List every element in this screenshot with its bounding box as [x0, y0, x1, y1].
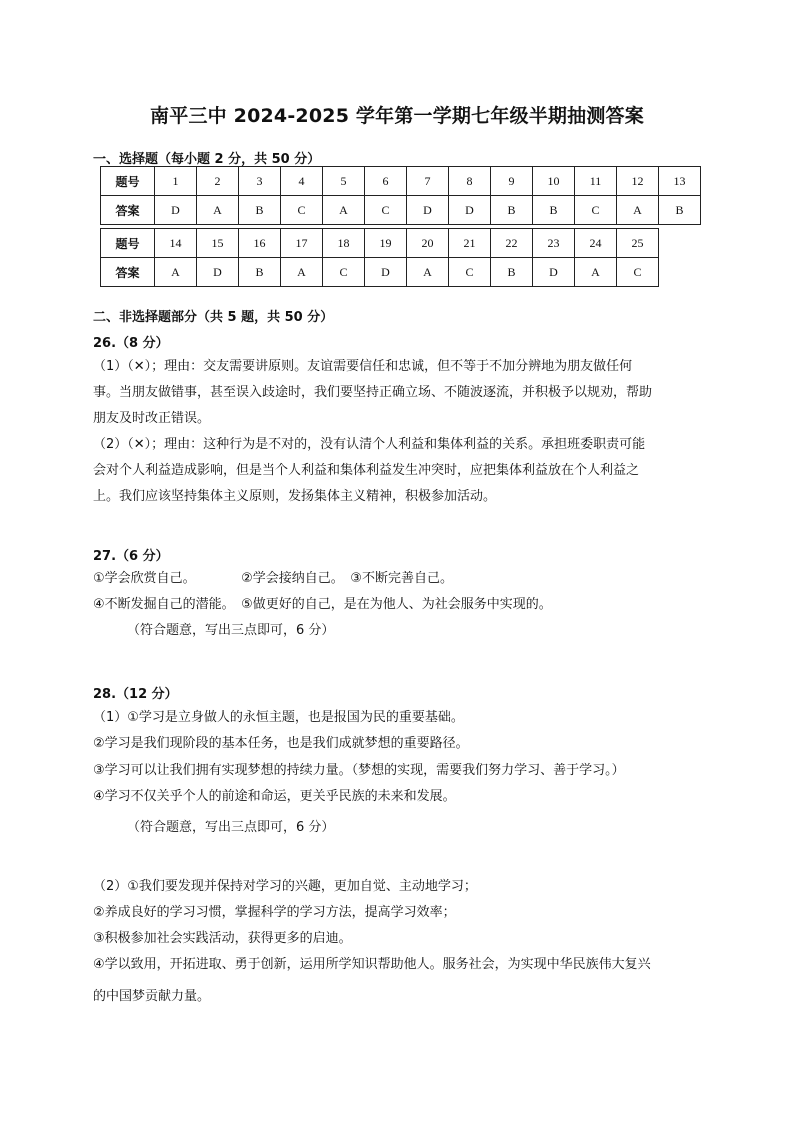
- q28-line: （2）①我们要发现并保持对学习的兴趣，更加自觉、主动地学习；: [93, 879, 477, 894]
- q27-label: 27.（6 分）: [93, 549, 169, 564]
- answer-table-2: [100, 228, 659, 287]
- q26-line: 事。当朋友做错事，甚至误入歧途时，我们要坚持正确立场、不随波逐流，并积极予以规劝，帮助: [93, 385, 653, 400]
- table-cell: 4: [281, 167, 323, 196]
- table-cell: 1: [155, 167, 197, 196]
- row-label-ans: 答案: [101, 258, 155, 287]
- table-cell: 6: [365, 167, 407, 196]
- row-label-ans: 答案: [101, 196, 155, 225]
- row-label-num: 题号: [101, 167, 155, 196]
- q28-line: ③学习可以让我们拥有实现梦想的持续力量。（梦想的实现，需要我们努力学习、善于学习。）: [93, 763, 625, 778]
- table-cell: 22: [491, 229, 533, 258]
- table-cell: 21: [449, 229, 491, 258]
- table-cell: A: [575, 258, 617, 287]
- q28-line: 的中国梦贡献力量。: [93, 989, 211, 1004]
- table-cell: A: [323, 196, 365, 225]
- table-cell: 23: [533, 229, 575, 258]
- q27-line: ①学会欣赏自己。 ②学会接纳自己。 ③不断完善自己。: [93, 571, 453, 586]
- q28-line: ③积极参加社会实践活动，获得更多的启迪。: [93, 931, 352, 946]
- table-row: [101, 167, 701, 196]
- table-cell: B: [239, 196, 281, 225]
- table-cell: 5: [323, 167, 365, 196]
- table-cell: B: [239, 258, 281, 287]
- table-cell: 8: [449, 167, 491, 196]
- table-cell: A: [407, 258, 449, 287]
- table-row: [101, 229, 659, 258]
- q26-line: 上。我们应该坚持集体主义原则，发扬集体主义精神，积极参加活动。: [93, 489, 497, 504]
- q26-line: （2）（✕）；理由：这种行为是不对的，没有认清个人利益和集体利益的关系。承担班委职责可能: [93, 437, 646, 452]
- table-cell: C: [323, 258, 365, 287]
- table-cell: 16: [239, 229, 281, 258]
- answer-table-1: [100, 166, 701, 225]
- table-cell: D: [407, 196, 449, 225]
- table-cell: B: [491, 258, 533, 287]
- table-cell: B: [491, 196, 533, 225]
- table-cell: C: [449, 258, 491, 287]
- table-cell: C: [281, 196, 323, 225]
- table-cell: 14: [155, 229, 197, 258]
- q27-note: （符合题意，写出三点即可，6 分）: [127, 623, 335, 638]
- q26-label: 26.（8 分）: [93, 336, 169, 351]
- table-cell: 11: [575, 167, 617, 196]
- table-cell: B: [659, 196, 701, 225]
- table-cell: A: [197, 196, 239, 225]
- q26-line: （1）（✕）；理由：交友需要讲原则。友谊需要信任和忠诚，但不等于不加分辨地为朋友做任何: [93, 359, 633, 374]
- table-cell: 7: [407, 167, 449, 196]
- section1-heading: 一、选择题（每小题 2 分，共 50 分）: [93, 152, 321, 167]
- q26-line: 会对个人利益造成影响，但是当个人利益和集体利益发生冲突时，应把集体利益放在个人利益之: [93, 463, 640, 478]
- q26-line: 朋友及时改正错误。: [93, 411, 211, 426]
- table-cell: B: [533, 196, 575, 225]
- q28-label: 28.（12 分）: [93, 687, 178, 702]
- q28-note: （符合题意，写出三点即可，6 分）: [127, 820, 335, 835]
- table-cell: 24: [575, 229, 617, 258]
- q28-line: ④学习不仅关乎个人的前途和命运，更关乎民族的未来和发展。: [93, 789, 456, 804]
- table-cell: 9: [491, 167, 533, 196]
- table-cell: 18: [323, 229, 365, 258]
- table-cell: C: [617, 258, 659, 287]
- table-row: [101, 196, 701, 225]
- table-cell: 13: [659, 167, 701, 196]
- table-cell: A: [281, 258, 323, 287]
- table-cell: D: [449, 196, 491, 225]
- table-cell: A: [617, 196, 659, 225]
- q27-line: ④不断发掘自己的潜能。 ⑤做更好的自己，是在为他人、为社会服务中实现的。: [93, 597, 552, 612]
- table-row: [101, 258, 659, 287]
- table-cell: 25: [617, 229, 659, 258]
- table-cell: D: [155, 196, 197, 225]
- page-title: 南平三中 2024-2025 学年第一学期七年级半期抽测答案: [150, 105, 644, 127]
- table-cell: D: [365, 258, 407, 287]
- table-cell: 10: [533, 167, 575, 196]
- table-cell: C: [575, 196, 617, 225]
- table-cell: A: [155, 258, 197, 287]
- table-cell: 15: [197, 229, 239, 258]
- table-cell: 17: [281, 229, 323, 258]
- table-cell: 3: [239, 167, 281, 196]
- table-cell: 19: [365, 229, 407, 258]
- table-cell: 20: [407, 229, 449, 258]
- section2-heading: 二、非选择题部分（共 5 题，共 50 分）: [93, 310, 334, 325]
- table-cell: D: [533, 258, 575, 287]
- table-cell: C: [365, 196, 407, 225]
- table-cell: D: [197, 258, 239, 287]
- row-label-num: 题号: [101, 229, 155, 258]
- q28-line: ④学以致用，开拓进取、勇于创新，运用所学知识帮助他人。服务社会，为实现中华民族伟大复兴: [93, 957, 651, 972]
- q28-line: ②学习是我们现阶段的基本任务，也是我们成就梦想的重要路径。: [93, 736, 469, 751]
- q28-line: （1）①学习是立身做人的永恒主题，也是报国为民的重要基础。: [93, 710, 464, 725]
- table-cell: 2: [197, 167, 239, 196]
- q28-line: ②养成良好的学习习惯，掌握科学的学习方法，提高学习效率；: [93, 905, 456, 920]
- table-cell: 12: [617, 167, 659, 196]
